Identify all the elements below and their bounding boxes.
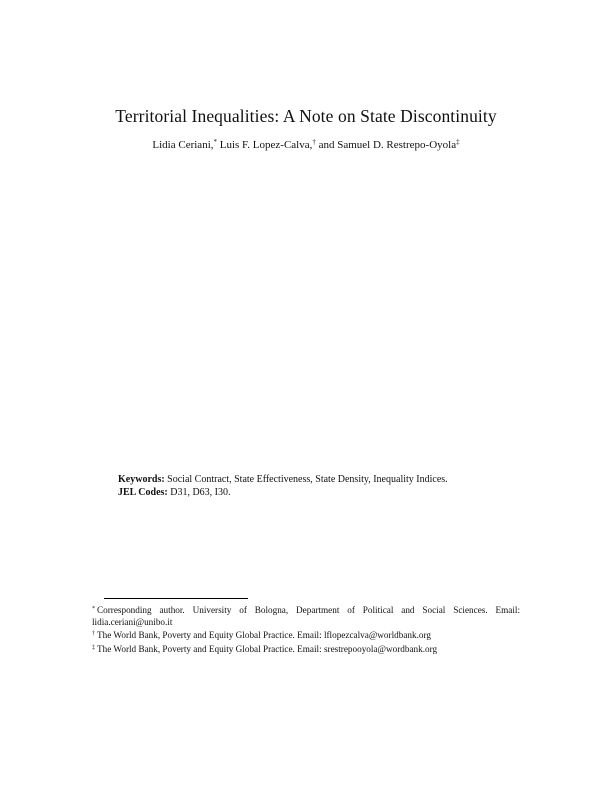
footnote-3-mark: ‡ xyxy=(92,644,95,651)
footnote-mark-1: * xyxy=(213,138,217,146)
footnote-mark-2: † xyxy=(312,138,316,146)
keywords-label: Keywords: xyxy=(118,474,165,485)
footnote-2-mark: † xyxy=(92,631,95,637)
footnote-1-text: Corresponding author. University of Bologna, Department of Political and Social Sciences. Email: lidia.ceriani@unibo.it xyxy=(92,605,520,627)
paper-title: Territorial Inequalities: A Note on State Discontinuity xyxy=(115,106,497,126)
footnote-1 xyxy=(92,604,520,628)
footnote-divider xyxy=(104,598,248,599)
footnote-3 xyxy=(92,643,520,656)
keywords-block xyxy=(118,473,448,499)
author-restrepo-oyola: and Samuel D. Restrepo-Oyola xyxy=(315,139,457,151)
author-line xyxy=(0,138,612,151)
footnote-2 xyxy=(92,629,520,642)
keywords-text: Social Contract, State Effectiveness, State Density, Inequality Indices. xyxy=(164,474,448,485)
jel-text: D31, D63, I30. xyxy=(167,487,231,498)
footnotes xyxy=(92,604,520,656)
footnote-1-mark: * xyxy=(92,606,95,612)
footnote-3-text: The World Bank, Poverty and Equity Global Practice. Email: srestrepooyola@wordbank.org xyxy=(97,643,438,654)
footnote-mark-3: ‡ xyxy=(456,138,460,146)
jel-line xyxy=(118,486,448,499)
author-lopez-calva: Luis F. Lopez-Calva, xyxy=(217,139,313,151)
footnote-2-text: The World Bank, Poverty and Equity Global Practice. Email: lflopezcalva@worldbank.org xyxy=(97,630,431,640)
jel-label: JEL Codes: xyxy=(118,487,168,498)
author-ceriani: Lidia Ceriani, xyxy=(152,139,214,151)
keywords-line xyxy=(118,473,448,486)
